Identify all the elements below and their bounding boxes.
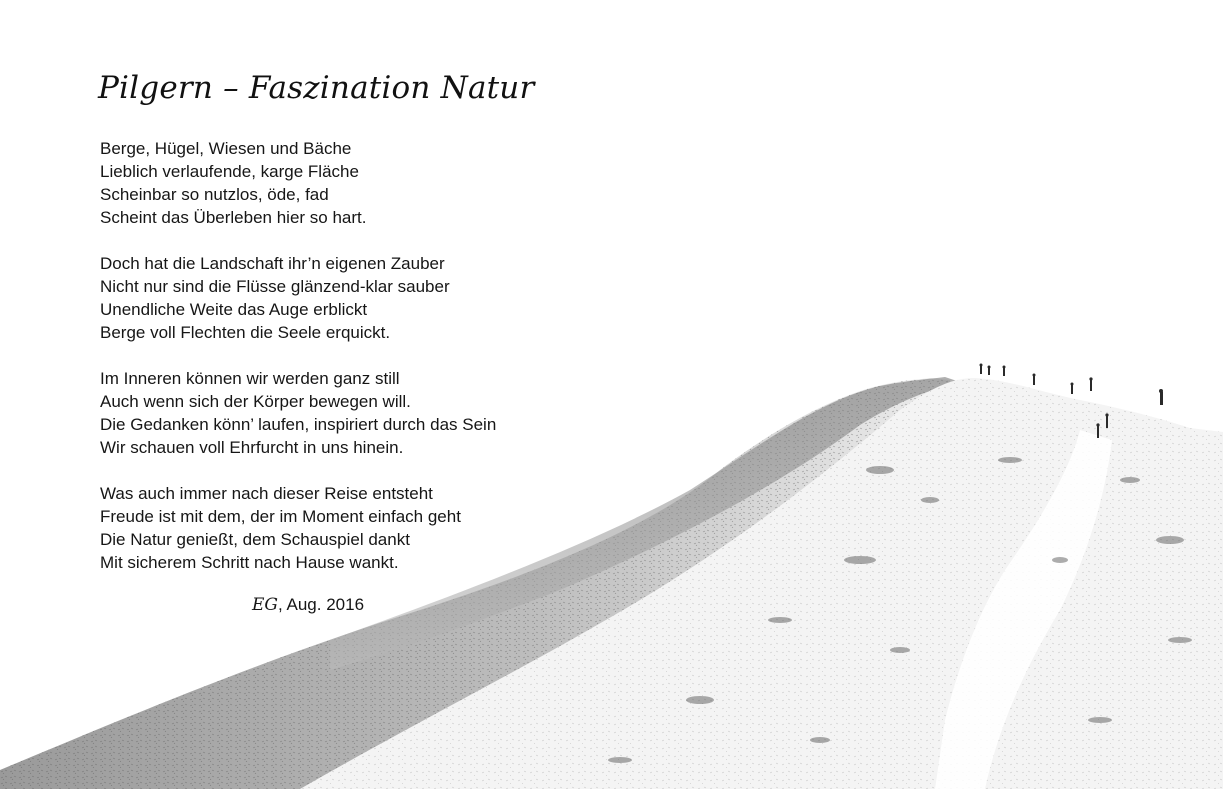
poem-line: Die Gedanken könn’ laufen, inspiriert durch das Sein (100, 415, 497, 434)
poem-line: Berge, Hügel, Wiesen und Bäche (100, 139, 352, 158)
poem-line: Im Inneren können wir werden ganz still (100, 369, 400, 388)
poem-line: Doch hat die Landschaft ihr’n eigenen Zauber (100, 254, 445, 273)
poem-line: Wir schauen voll Ehrfurcht in uns hinein. (100, 438, 404, 457)
author-initials: EG (252, 595, 278, 615)
poem-stanza (100, 137, 496, 229)
poem-stanza (100, 482, 496, 574)
poem-line: Die Natur genießt, dem Schauspiel dankt (100, 530, 410, 549)
poem-date: , Aug. 2016 (278, 595, 365, 614)
poem-line: Was auch immer nach dieser Reise entsteht (100, 484, 433, 503)
poem-title: Pilgern – Faszination Natur (98, 70, 535, 106)
poem-stanza (100, 367, 496, 459)
poem-line: Auch wenn sich der Körper bewegen will. (100, 392, 411, 411)
poem-line: Nicht nur sind die Flüsse glänzend-klar sauber (100, 277, 450, 296)
poem-line: Unendliche Weite das Auge erblickt (100, 300, 368, 319)
poem-line: Scheint das Überleben hier so hart. (100, 208, 367, 227)
poem-body (100, 137, 496, 597)
poem-line: Scheinbar so nutzlos, öde, fad (100, 185, 329, 204)
poem-line: Lieblich verlaufende, karge Fläche (100, 162, 359, 181)
poem-stanza (100, 252, 496, 344)
poem-line: Freude ist mit dem, der im Moment einfach geht (100, 507, 461, 526)
poem-line: Mit sicherem Schritt nach Hause wankt. (100, 553, 399, 572)
poem-signature (252, 595, 364, 615)
poem-line: Berge voll Flechten die Seele erquickt. (100, 323, 391, 342)
